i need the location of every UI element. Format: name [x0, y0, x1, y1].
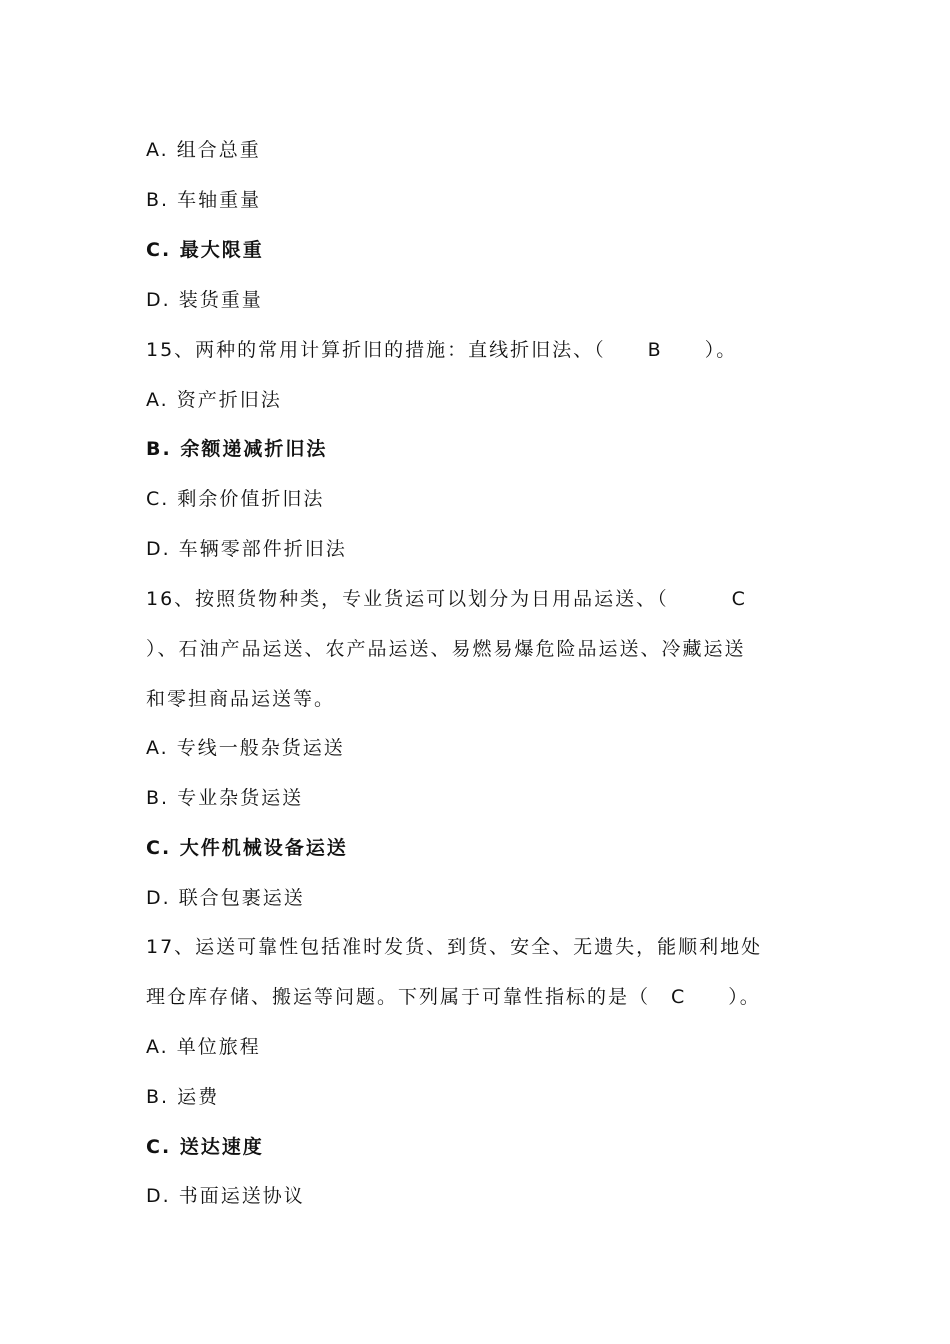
- option-c-q14-answer: C. 最大限重: [146, 239, 264, 261]
- question-17-line-1: 17、运送可靠性包括准时发货、到货、安全、无遗失，能顺利地处: [146, 936, 763, 958]
- option-d-q16: D. 联合包裹运送: [146, 887, 305, 909]
- option-a-q16: A. 专线一般杂货运送: [146, 737, 345, 759]
- option-b-q16: B. 专业杂货运送: [146, 787, 304, 809]
- option-c-q16-answer: C. 大件机械设备运送: [146, 837, 348, 859]
- option-b-q15-answer: B. 余额递减折旧法: [146, 438, 328, 460]
- option-d-q17: D. 书面运送协议: [146, 1185, 305, 1207]
- option-b-q14: B. 车轴重量: [146, 189, 262, 211]
- option-d-q14: D. 装货重量: [146, 289, 263, 311]
- option-a-q14: A. 组合总重: [146, 139, 261, 161]
- option-a-q15: A. 资产折旧法: [146, 389, 282, 411]
- option-a-q17: A. 单位旅程: [146, 1036, 261, 1058]
- option-c-q17-answer: C. 送达速度: [146, 1136, 264, 1158]
- option-b-q17: B. 运费: [146, 1086, 220, 1108]
- option-d-q15: D. 车辆零部件折旧法: [146, 538, 347, 560]
- question-15: 15、两种的常用计算折旧的措施：直线折旧法、（ B ）。: [146, 339, 738, 361]
- question-16-line-1: 16、按照货物种类，专业货运可以划分为日用品运送、（ C: [146, 588, 747, 610]
- question-17-line-2: 理仓库存储、搬运等问题。下列属于可靠性指标的是（ C ）。: [146, 986, 761, 1008]
- question-16-line-2: ）、石油产品运送、农产品运送、易燃易爆危险品运送、冷藏运送: [146, 638, 746, 660]
- question-16-line-3: 和零担商品运送等。: [146, 688, 336, 710]
- option-c-q15: C. 剩余价值折旧法: [146, 488, 325, 510]
